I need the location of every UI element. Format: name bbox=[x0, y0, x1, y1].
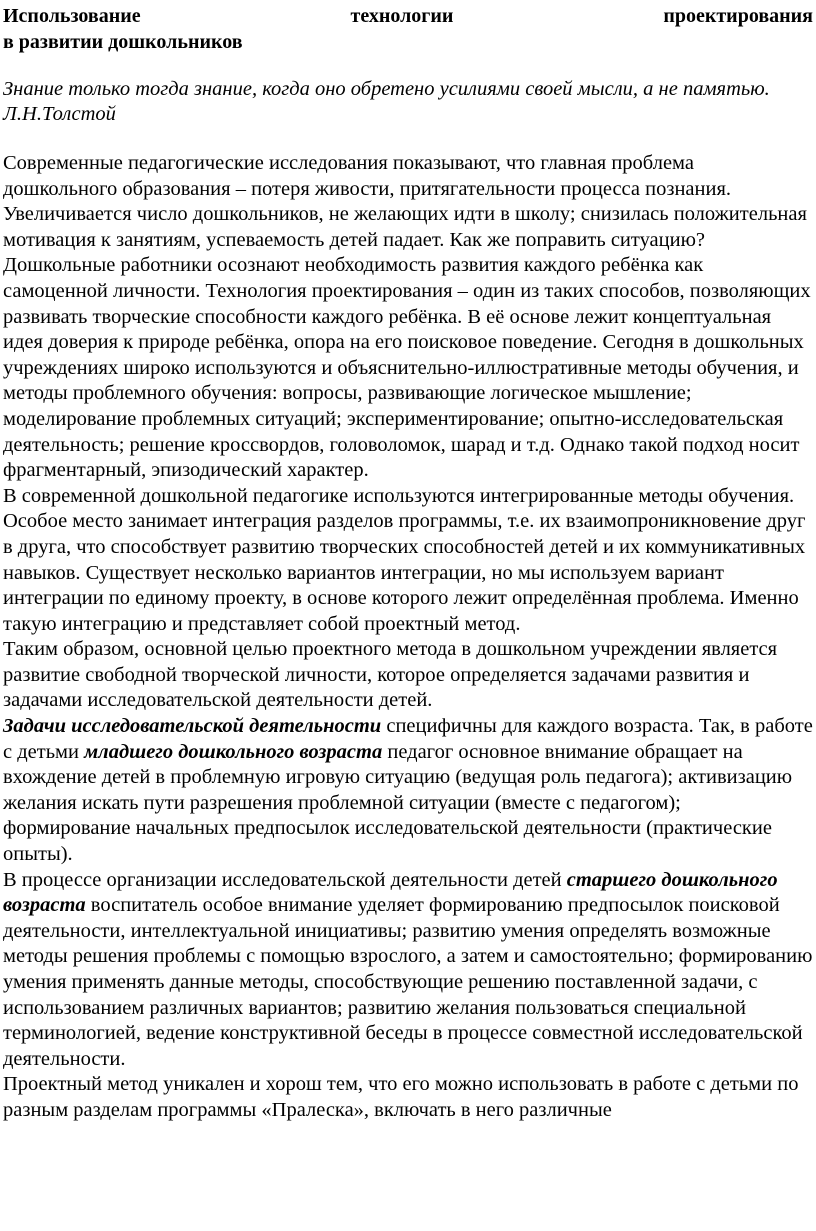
emphasis-research-tasks: Задачи исследовательской деятельности bbox=[3, 715, 382, 738]
paragraph-6-text-1: В процессе организации исследовательской деятельности детей bbox=[3, 868, 567, 891]
title-word-1: Использование bbox=[3, 5, 141, 27]
title-word-3: проектирования bbox=[663, 5, 813, 27]
paragraph-4: Таким образом, основной целью проектного метода в дошкольном учреждении является развитие свободной творческой личности, которое определяется задачами развития и задачами исследовательской деятельности детей. bbox=[3, 638, 778, 712]
title-word-2: технологии bbox=[350, 5, 454, 27]
paragraph-5-text-1: специфичны для каждого возраста. Так, в работе с детьми bbox=[3, 715, 813, 763]
epigraph-quote: Знание только тогда знание, когда оно обретено усилиями своей мысли, а не памятью. bbox=[3, 78, 770, 100]
emphasis-older-age: старшего дошкольного возраста bbox=[3, 868, 778, 917]
document-body bbox=[3, 151, 813, 1124]
title-line-1 bbox=[3, 3, 813, 29]
paragraph-2: Дошкольные работники осознают необходимость развития каждого ребёнка как самоценной личности. Технология проектирования – один из таких способов, позволяющих развивать творческие способности каждого ребёнка. В её основе лежит концептуальная идея доверия к природе ребёнка, опора на его поисковое поведение. Сегодня в дошкольных учреждениях широко используются и объяснительно-иллюстративные методы обучения, и методы проблемного обучения: вопросы, развивающие логическое мышление; моделирование проблемных ситуаций; экспериментирование; опытно-исследовательская деятельность; решение кроссвордов, головоломок, шарад и т.д. Однако такой подход носит фрагментарный, эпизодический характер. bbox=[3, 254, 811, 482]
epigraph-author: Л.Н.Толстой bbox=[3, 103, 116, 125]
paragraph-5-text-2: педагог основное внимание обращает на вхождение детей в проблемную игровую ситуацию (ведущая роль педагога); активизацию желания искать пути разрешения проблемной ситуации (вместе с педагогом); формирование начальных предпосылок исследовательской деятельности (практические опыты). bbox=[3, 740, 793, 866]
paragraph-6 bbox=[3, 868, 813, 1073]
emphasis-younger-age: младшего дошкольного возраста bbox=[84, 740, 383, 763]
paragraph-6-text-2: воспитатель особое внимание уделяет формированию предпосылок поисковой деятельности, интеллектуальной инициативы; развитию умения определять возможные методы решения проблемы с помощью взрослого, а затем и самостоятельно; формированию умения применять данные методы, способствующие решению поставленной задачи, с использованием различных вариантов; развитию желания пользоваться специальной терминологией, ведение конструктивной беседы в процессе совместной исследовательской деятельности. bbox=[3, 894, 813, 1070]
title-line-2: в развитии дошкольников bbox=[3, 31, 243, 53]
document-title bbox=[3, 3, 813, 55]
paragraph-1: Современные педагогические исследования показывают, что главная проблема дошкольного образования – потеря живости, притягательности процесса познания. Увеличивается число дошкольников, не желающих идти в школу; снизилась положительная мотивация к занятиям, успеваемость детей падает. Как же поправить ситуацию? bbox=[3, 152, 807, 251]
paragraph-3: В современной дошкольной педагогике используются интегрированные методы обучения. Особое место занимает интеграция разделов программы, т.е. их взаимопроникновение друг в друга, что способствует развитию творческих способностей детей и их коммуникативных навыков. Существует несколько вариантов интеграции, но мы используем вариант интеграции по единому проекту, в основе которого лежит определённая проблема. Именно такую интеграцию и представляет собой проектный метод. bbox=[3, 484, 806, 635]
paragraph-7: Проектный метод уникален и хорош тем, что его можно использовать в работе с детьми по разным разделам программы «Пралеска», включать в него различные bbox=[3, 1073, 799, 1121]
paragraph-5 bbox=[3, 714, 813, 868]
